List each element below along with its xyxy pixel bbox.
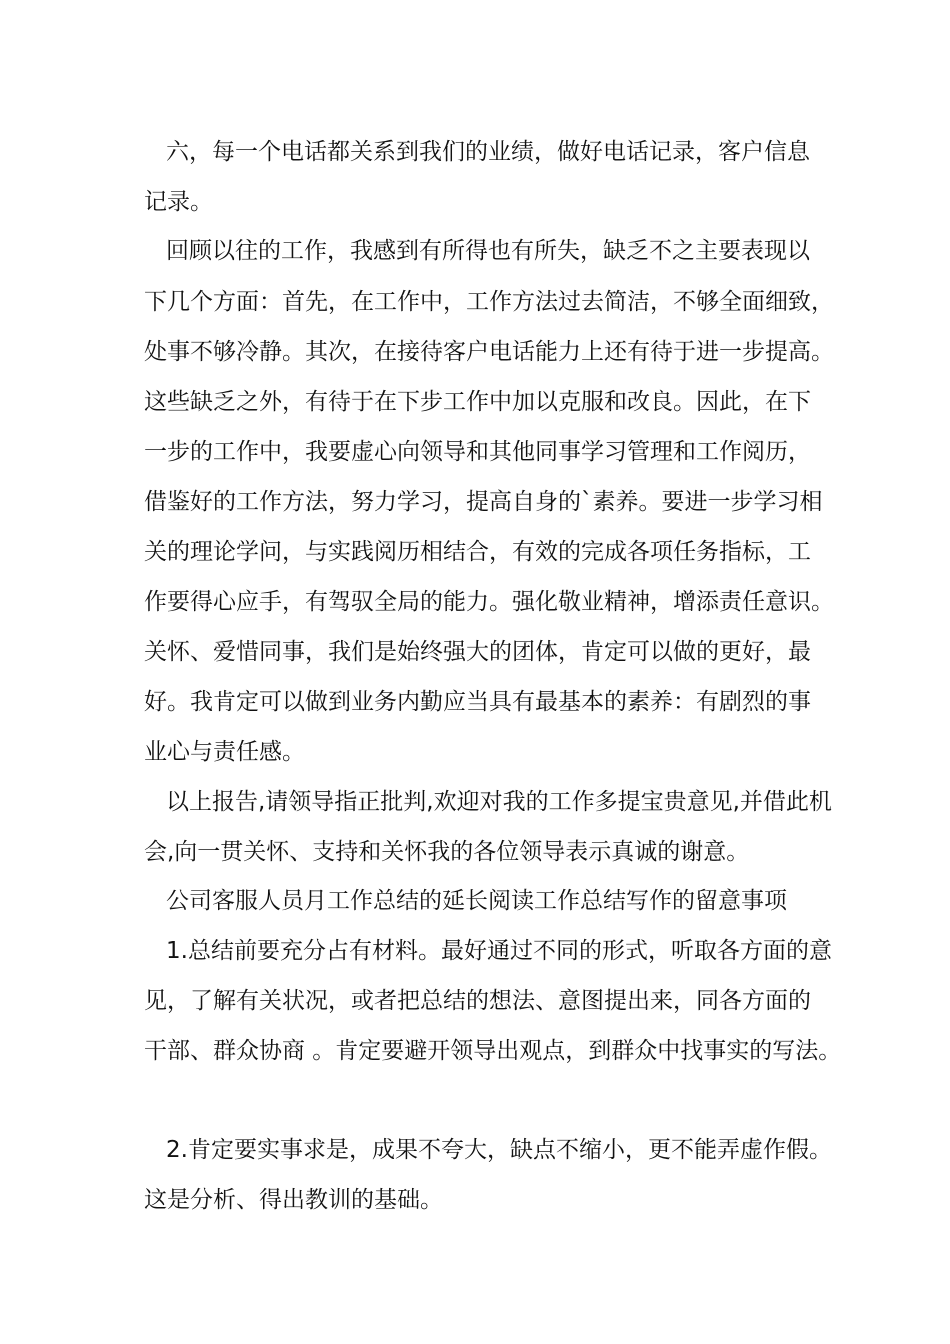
paragraph-line: 回顾以往的工作，我感到有所得也有所失，缺乏不之主要表现以 [166,238,810,264]
paragraph-line: 作要得心应手，有驾驭全局的能力。强化敬业精神，增添责任意识。 [144,589,834,615]
paragraph-line: 关怀、爱惜同事，我们是始终强大的团体，肯定可以做的更好，最 [144,639,811,665]
list-item-line: 2.肯定要实事求是，成果不夸大，缺点不缩小，更不能弄虚作假。 [166,1137,832,1163]
list-item-line: 1.总结前要充分占有材料。最好通过不同的形式，听取各方面的意 [166,938,832,964]
paragraph-line: 记录。 [144,189,213,215]
paragraph-line: 下几个方面：首先，在工作中，工作方法过去简洁，不够全面细致， [144,289,834,315]
paragraph-line: 借鉴好的工作方法，努力学习，提高自身的`素养。要进一步学习相 [144,489,823,515]
paragraph-line: 处事不够冷静。其次，在接待客户电话能力上还有待于进一步提高。 [144,339,834,365]
section-heading: 公司客服人员月工作总结的延长阅读工作总结写作的留意事项 [166,888,787,914]
list-item-line: 这是分析、得出教训的基础。 [144,1187,443,1213]
paragraph-line: 以上报告,请领导指正批判,欢迎对我的工作多提宝贵意见,并借此机 [166,789,832,815]
paragraph-line: 会,向一贯关怀、支持和关怀我的各位领导表示真诚的谢意。 [144,839,750,865]
paragraph-line: 六，每一个电话都关系到我们的业绩，做好电话记录，客户信息 [166,139,810,165]
paragraph-line: 好。我肯定可以做到业务内勤应当具有最基本的素养：有剧烈的事 [144,689,811,715]
paragraph-line: 业心与责任感。 [144,739,305,765]
paragraph-line: 一步的工作中，我要虚心向领导和其他同事学习管理和工作阅历， [144,439,811,465]
paragraph-line: 关的理论学问，与实践阅历相结合，有效的完成各项任务指标，工 [144,539,811,565]
list-item-line: 见，了解有关状况，或者把总结的想法、意图提出来，同各方面的 [144,988,811,1014]
list-item-line: 干部、群众协商 。肯定要避开领导出观点，到群众中找事实的写法。 [144,1038,842,1064]
paragraph-line: 这些缺乏之外，有待于在下步工作中加以克服和改良。因此，在下 [144,389,811,415]
